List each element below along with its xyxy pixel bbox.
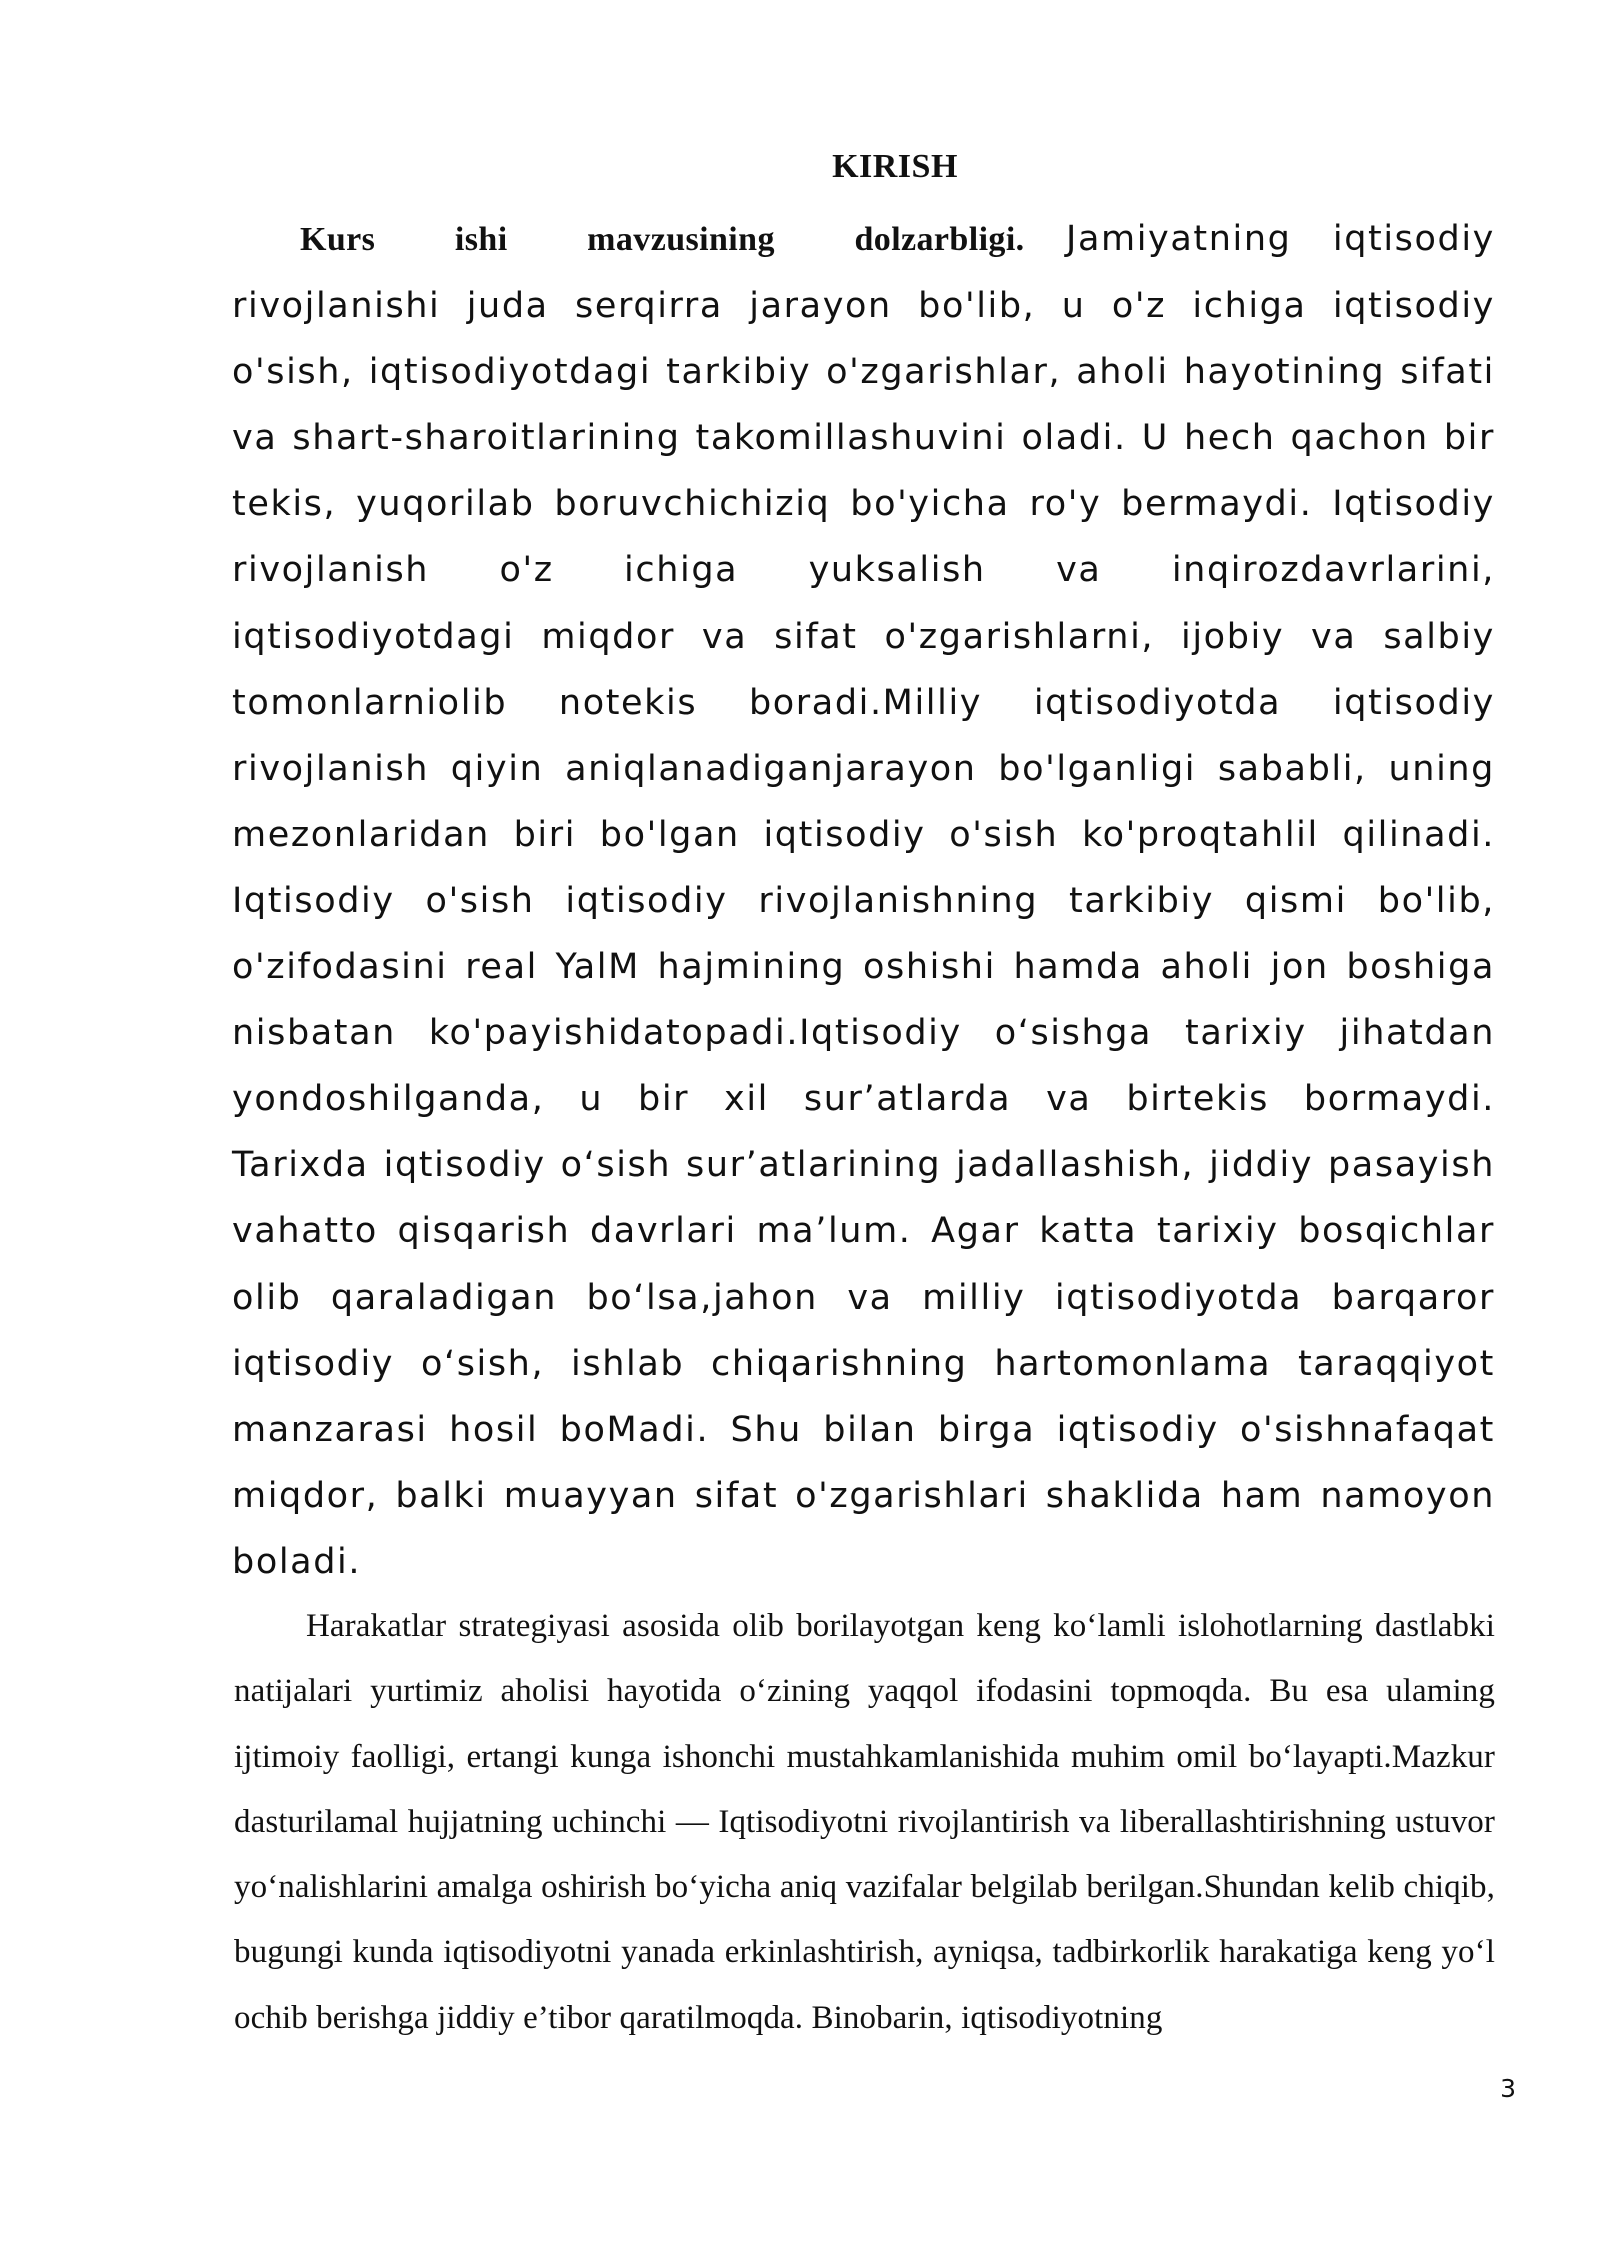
intro-paragraph-body: Jamiyatning iqtisodiy rivojlanishi juda serqirra jarayon bo'lib, u o'z ichiga iqtisodiy o'sish, iqtisodiyotdagi tarkibiy o'zgarishlar, aholi hayotining sifati va shart-sharoitlarining takomillashuvini oladi. U hech qachon bir tekis, yuqorilab boruvchichiziq bo'yicha ro'y bermaydi. Iqtisodiy rivojlanish o'z ichiga yuksalish va inqirozdavrlarini, iqtisodiyotdagi miqdor va sifat o'zgarishlarni, ijobiy va salbiy tomonlarniolib notekis boradi.Milliy iqtisodiyotda iqtisodiy rivojlanish qiyin aniqlanadiganjarayon bo'lganligi sababli, uning mezonlaridan biri bo'lgan iqtisodiy o'sish ko'proqtahlil qilinadi. Iqtisodiy o'sish iqtisodiy rivojlanishning tarkibiy qismi bo'lib, o'zifodasini real YalM hajmining oshishi hamda aholi jon boshiga nisbatan ko'payishidatopadi.Iqtisodiy o‘sishga tarixiy jihatdan yondoshilganda, u bir xil sur’atlarda va birtekis bormaydi. Tarixda iqtisodiy o‘sish sur’atlarining jadallashish, jiddiy pasayish vahatto qisqarish davrlari ma’lum. Agar katta tarixiy bosqichlar olib qaraladigan bo‘lsa,jahon va milliy iqtisodiyotda barqaror iqtisodiy o‘sish, ishlab chiqarishning hartomonlama taraqqiyot manzarasi hosil boMadi. Shu bilan birga iqtisodiy o'sishnafaqat miqdor, balki muayyan sifat o'zgarishlari shaklida ham namoyon boladi.	[232, 219, 1495, 1582]
intro-paragraph	[232, 206, 1495, 1595]
section-heading: KIRISH	[832, 148, 958, 185]
strategy-paragraph: Harakatlar strategiyasi asosida olib borilayotgan keng ko‘lamli islohotlarning dastlabki natijalari yurtimiz aholisi hayotida o‘zining yaqqol ifodasini topmoqda. Bu esa ulaming ijtimoiy faolligi, ertangi kunga ishonchi mustahkamlanishida muhim omil bo‘layapti.Mazkur dasturilamal hujjatning uchinchi — Iqtisodiyotni rivojlantirish va liberallashtirishning ustuvor yo‘nalishlarini amalga oshirish bo‘yicha aniq vazifalar belgilab berilgan.Shundan kelib chiqib, bugungi kunda iqtisodiyotni yanada erkinlashtirish, ayniqsa, tadbirkorlik harakatiga keng yo‘l ochib berishga jiddiy e’tibor qaratilmoqda. Binobarin, iqtisodiyotning	[234, 1608, 1495, 2036]
page-number: 3	[1500, 2074, 1516, 2103]
paragraph-lead-title: Kurs ishi mavzusining dolzarbligi.	[300, 221, 1025, 258]
